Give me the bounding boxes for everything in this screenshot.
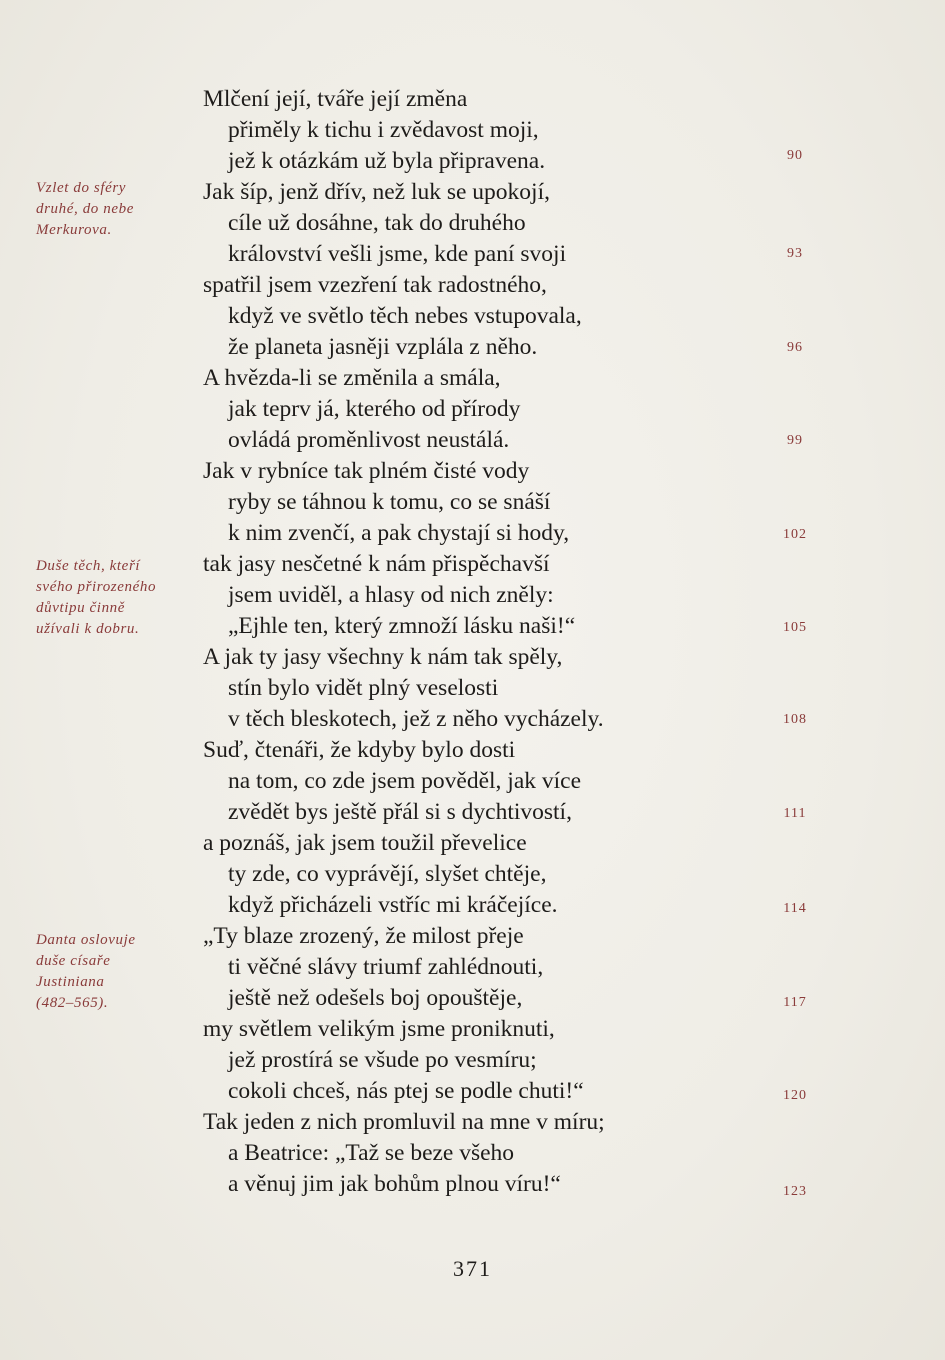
verse-line: přiměly k tichu i zvědavost moji, xyxy=(228,117,539,143)
line-number-93: 93 xyxy=(787,246,803,261)
margin-note-line: Justiniana xyxy=(36,974,105,990)
verse-line: ovládá proměnlivost neustálá. xyxy=(228,427,510,453)
page-number: 371 xyxy=(453,1256,492,1281)
verse-line: na tom, co zde jsem pověděl, jak více xyxy=(228,768,582,794)
margin-note-line: duše císaře xyxy=(36,953,111,969)
verse-line: Tak jeden z nich promluvil na mne v míru; xyxy=(203,1109,605,1135)
verse-line: království vešli jsme, kde paní svoji xyxy=(228,241,567,267)
margin-note-line: užívali k dobru. xyxy=(36,621,140,637)
verse-line: ryby se táhnou k tomu, co se snáší xyxy=(228,489,551,515)
verse-line: my světlem velikým jsme proniknuti, xyxy=(203,1016,555,1042)
verse-line: Jak v rybníce tak plném čisté vody xyxy=(203,458,530,484)
margin-note-line: důvtipu činně xyxy=(36,600,126,616)
line-number-102: 102 xyxy=(783,527,807,542)
line-number-117: 117 xyxy=(783,995,807,1010)
verse-line: stín bylo vidět plný veselosti xyxy=(228,675,499,701)
line-number-90: 90 xyxy=(787,148,803,163)
line-number-114: 114 xyxy=(783,901,807,916)
verse-line: ještě než odešels boj opouštěje, xyxy=(228,985,523,1011)
margin-note-souls xyxy=(36,556,186,640)
verse-line: a poznáš, jak jsem toužil převelice xyxy=(203,830,527,856)
margin-note-line: svého přirozeného xyxy=(36,579,157,595)
margin-note-line: druhé, do nebe xyxy=(36,201,134,217)
verse-line: cokoli chceš, nás ptej se podle chuti!“ xyxy=(228,1078,584,1104)
verse-line: zvědět bys ještě přál si s dychtivostí, xyxy=(228,799,572,825)
margin-note-line: Vzlet do sféry xyxy=(36,180,127,196)
line-number-108: 108 xyxy=(783,712,807,727)
verse-line: Jak šíp, jenž dřív, než luk se upokojí, xyxy=(203,179,550,205)
verse-line: jež k otázkám už byla připravena. xyxy=(228,148,546,174)
verse-line: „Ty blaze zrozený, že milost přeje xyxy=(203,923,524,949)
line-number-99: 99 xyxy=(787,433,803,448)
line-number-123: 123 xyxy=(783,1184,807,1199)
verse-line: Suď, čtenáři, že kdyby bylo dosti xyxy=(203,737,516,763)
verse-line: jež prostírá se všude po vesmíru; xyxy=(228,1047,537,1073)
margin-note-line: (482–565). xyxy=(36,995,109,1011)
margin-note-line: Duše těch, kteří xyxy=(36,558,141,574)
margin-note-line: Merkurova. xyxy=(36,222,112,238)
verse-line: cíle už dosáhne, tak do druhého xyxy=(228,210,526,236)
line-number-105: 105 xyxy=(783,620,807,635)
verse-line: ty zde, co vyprávějí, slyšet chtěje, xyxy=(228,861,547,887)
line-number-120: 120 xyxy=(783,1088,807,1103)
verse-line: spatřil jsem vzezření tak radostného, xyxy=(203,272,547,298)
verse-line: a Beatrice: „Taž se beze všeho xyxy=(228,1140,515,1166)
poem-text xyxy=(203,84,763,1200)
verse-line: jak teprv já, kterého od přírody xyxy=(228,396,521,422)
margin-note-mercury-sphere xyxy=(36,178,186,241)
margin-note-justinian xyxy=(36,930,186,1014)
verse-line: tak jasy nesčetné k nám přispěchavší xyxy=(203,551,550,577)
verse-line: jsem uviděl, a hlasy od nich zněly: xyxy=(228,582,554,608)
verse-line: ti věčné slávy triumf zahlédnouti, xyxy=(228,954,544,980)
verse-line: když přicházeli vstříc mi kráčejíce. xyxy=(228,892,558,918)
verse-line: Mlčení její, tváře její změna xyxy=(203,86,468,112)
verse-line: když ve světlo těch nebes vstupovala, xyxy=(228,303,582,329)
verse-line: „Ejhle ten, který zmnoží lásku naši!“ xyxy=(228,613,576,639)
verse-line: A jak ty jasy všechny k nám tak spěly, xyxy=(203,644,563,670)
line-number-96: 96 xyxy=(787,340,803,355)
verse-line: a věnuj jim jak bohům plnou víru!“ xyxy=(228,1171,561,1197)
verse-line: v těch bleskotech, jež z něho vycházely. xyxy=(228,706,604,732)
line-number-111: 111 xyxy=(783,806,807,821)
verse-line: že planeta jasněji vzplála z něho. xyxy=(228,334,538,360)
verse-line: A hvězda-li se změnila a smála, xyxy=(203,365,501,391)
margin-note-line: Danta oslovuje xyxy=(36,932,136,948)
verse-line: k nim zvenčí, a pak chystají si hody, xyxy=(228,520,570,546)
